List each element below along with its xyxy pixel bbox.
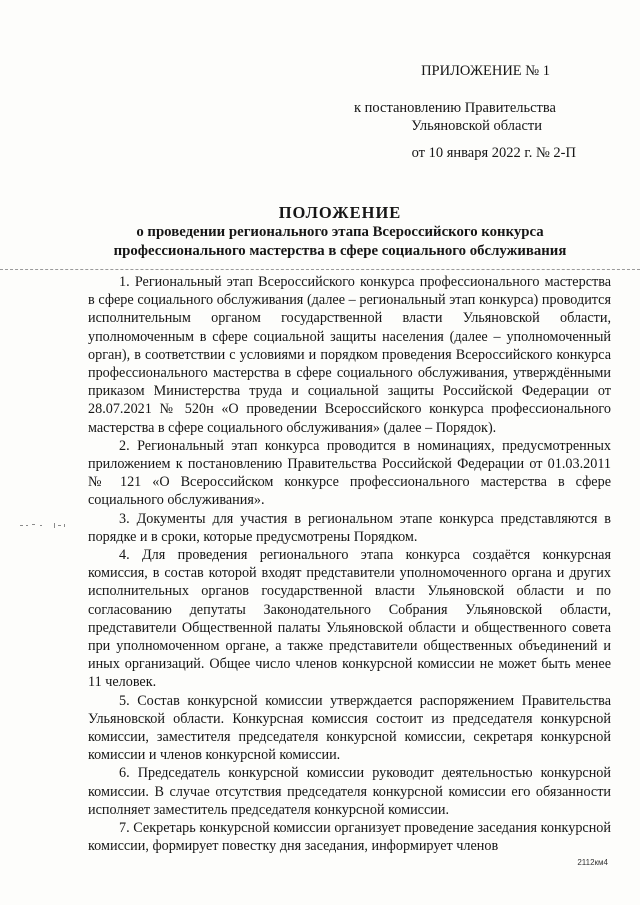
document-title (80, 203, 600, 261)
appendix-label: ПРИЛОЖЕНИЕ № 1 (421, 63, 550, 79)
region-name: Ульяновской области (411, 118, 542, 134)
paragraph-4: 4. Для проведения регионального этапа конкурса создаётся конкурсная комиссия, в состав которой входят представители уполномоченного органа и других исполнительных органов государственной власти Ульяновской области и по согласованию депутаты Законодательного Собрания Ульяновской области, представители Общественной палаты Ульяновской области и общественного совета при уполномоченном органе, а также представители общественных объединений и иных организаций. Общее число членов конкурсной комиссии не может быть менее 11 человек. (88, 547, 611, 691)
scan-artifact-marks (20, 519, 80, 531)
paragraph-6: 6. Председатель конкурсной комиссии руководит деятельностью конкурсной комиссии. В случае отсутствия председателя конкурсной комиссии его обязанности исполняет заместитель председателя конкурсной комиссии. (88, 765, 611, 818)
scan-divider-line (0, 269, 640, 270)
paragraph-1: 1. Региональный этап Всероссийского конкурса профессионального мастерства в сфере социального обслуживания (далее – региональный этап конкурса) проводится исполнительным органом государственной власти Ульяновской области, уполномоченным в сфере социальной защиты населения (далее – уполномоченный орган), в соответствии с условиями и порядком проведения Всероссийского конкурса профессионального мастерства в сфере социального обслуживания, утверждёнными приказом Министерства труда и социальной защиты Российской Федерации от 28.07.2021 № 520н «О проведении Всероссийского конкурса профессионального мастерства в сфере социального обслуживания» (далее – Порядок). (88, 274, 611, 436)
paragraph-5: 5. Состав конкурсной комиссии утверждается распоряжением Правительства Ульяновской области. Конкурсная комиссия состоит из председателя конкурсной комиссии, заместителя председателя конкурсной комиссии, секретаря конкурсной комиссии и членов конкурсной комиссии. (88, 692, 611, 764)
title-main: ПОЛОЖЕНИЕ (278, 203, 402, 222)
resolution-date-number: от 10 января 2022 г. № 2-П (411, 145, 576, 161)
document-body (88, 273, 611, 856)
document-code: 2112км4 (577, 858, 608, 867)
paragraph-2: 2. Региональный этап конкурса проводится в номинациях, предусмотренных приложением к постановлению Правительства Российской Федерации от 01.03.2011 № 121 «О Всероссийском конкурсе профессионального мастерства в сфере социального обслуживания». (88, 437, 611, 509)
title-line-1: о проведении регионального этапа Всероссийского конкурса (136, 224, 544, 240)
paragraph-3: 3. Документы для участия в региональном этапе конкурса представляются в порядке и в сроки, которые предусмотрены Порядком. (88, 510, 611, 545)
title-line-2: профессионального мастерства в сфере социального обслуживания (113, 243, 567, 259)
resolution-reference: к постановлению Правительства (354, 100, 556, 116)
paragraph-7: 7. Секретарь конкурсной комиссии организует проведение заседания конкурсной комиссии, формирует повестку дня заседания, информирует членов (88, 820, 611, 855)
